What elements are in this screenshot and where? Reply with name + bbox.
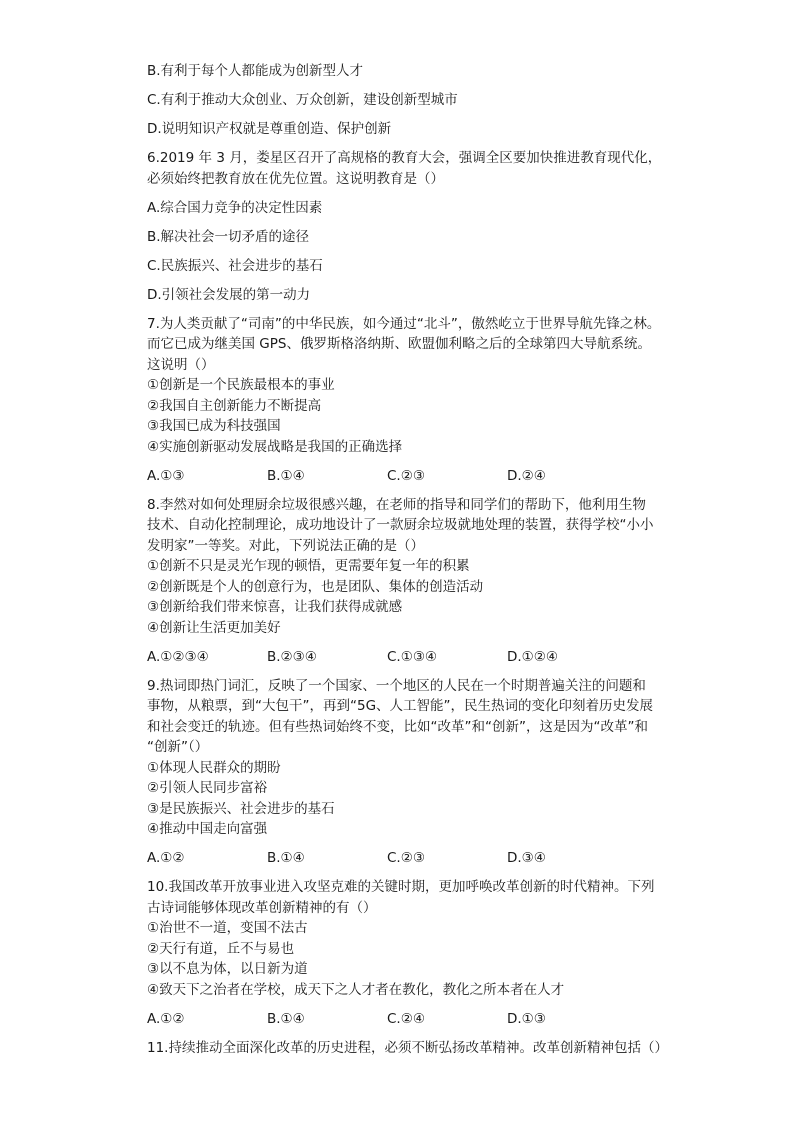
option-line: C.民族振兴、社会进步的基石 bbox=[147, 257, 323, 274]
question-8-stem: 技术、自动化控制理论，成功地设计了一款厨余垃圾就地处理的装置，获得学校“小小 bbox=[147, 517, 654, 533]
choice-b: B.①④ bbox=[267, 850, 305, 866]
question-10-stem: 古诗词能够体现改革创新精神的有（） bbox=[147, 899, 377, 916]
answer-choices-row bbox=[147, 1009, 695, 1030]
statement-item: ②创新既是个人的创意行为，也是团队、集体的创造活动 bbox=[147, 578, 484, 595]
choice-d: D.②④ bbox=[507, 467, 546, 484]
statement-item: ②引领人民同步富裕 bbox=[147, 780, 268, 796]
statement-item: ④创新让生活更加美好 bbox=[147, 619, 281, 636]
choice-a: A.①② bbox=[147, 1010, 185, 1027]
choice-a: A.①③ bbox=[147, 467, 185, 484]
question-9-stem: 事物，从粮票，到“大包干”，再到“5G、人工智能”，民生热词的变化印刻着历史发展 bbox=[147, 698, 654, 714]
statement-item: ①治世不一道，变国不法古 bbox=[147, 920, 308, 936]
choice-b: B.②③④ bbox=[267, 648, 317, 665]
statement-item: ②我国自主创新能力不断提高 bbox=[147, 397, 322, 414]
choice-b: B.①④ bbox=[267, 467, 305, 484]
choice-d: D.①③ bbox=[507, 1010, 546, 1027]
question-7-stem: 这说明（） bbox=[147, 356, 215, 373]
option-line: B.解决社会一切矛盾的途径 bbox=[147, 228, 310, 245]
question-6-stem: 必须始终把教育放在优先位置。这说明教育是（） bbox=[147, 170, 444, 187]
answer-choices-row bbox=[147, 848, 695, 869]
question-11-stem: 11.持续推动全面深化改革的历史进程，必须不断弘扬改革精神。改革创新精神包括（） bbox=[147, 1039, 668, 1056]
question-9-stem: 9.热词即热门词汇，反映了一个国家、一个地区的人民在一个时期普遍关注的问题和 bbox=[147, 677, 646, 694]
choice-a: A.①②③④ bbox=[147, 648, 209, 665]
choice-a: A.①② bbox=[147, 850, 185, 866]
answer-choices-row bbox=[147, 647, 695, 668]
question-10-stem: 10.我国改革开放事业进入攻坚克难的关键时期，更加呼唤改革创新的时代精神。下列 bbox=[147, 879, 655, 895]
choice-d: D.③④ bbox=[507, 850, 546, 866]
choice-c: C.②③ bbox=[387, 467, 425, 484]
option-line: D.说明知识产权就是尊重创造、保护创新 bbox=[147, 121, 392, 137]
choice-c: C.②④ bbox=[387, 1010, 425, 1027]
question-content bbox=[147, 61, 695, 1058]
choice-c: C.②③ bbox=[387, 850, 425, 866]
choice-d: D.①②④ bbox=[507, 648, 558, 665]
answer-choices-row bbox=[147, 466, 695, 487]
statement-item: ④推动中国走向富强 bbox=[147, 821, 268, 837]
statement-item: ③是民族振兴、社会进步的基石 bbox=[147, 800, 335, 817]
statement-item: ②天行有道，丘不与易也 bbox=[147, 940, 295, 957]
question-9-stem: 和社会变迁的轨迹。但有些热词始终不变，比如“改革”和“创新”，这是因为“改革”和 bbox=[147, 718, 648, 735]
question-7-stem: 7.为人类贡献了“司南”的中华民族，如今通过“北斗”，傲然屹立于世界导航先锋之林。 bbox=[147, 315, 661, 332]
statement-item: ③我国已成为科技强国 bbox=[147, 418, 281, 434]
question-7-stem: 而它已成为继美国 GPS、俄罗斯格洛纳斯、欧盟伽利略之后的全球第四大导航系统。 bbox=[147, 336, 651, 352]
statement-item: ①体现人民群众的期盼 bbox=[147, 759, 281, 776]
statement-item: ①创新是一个民族最根本的事业 bbox=[147, 377, 335, 393]
statement-item: ①创新不只是灵光乍现的顿悟，更需要年复一年的积累 bbox=[147, 558, 470, 574]
question-9-stem: “创新”（） bbox=[147, 739, 209, 755]
option-line: D.引领社会发展的第一动力 bbox=[147, 286, 311, 303]
statement-item: ③创新给我们带来惊喜，让我们获得成就感 bbox=[147, 599, 403, 615]
choice-b: B.①④ bbox=[267, 1010, 305, 1027]
question-6-stem: 6.2019 年 3 月，娄星区召开了高规格的教育大会，强调全区要加快推进教育现代化， bbox=[147, 150, 662, 166]
option-line: B.有利于每个人都能成为创新型人才 bbox=[147, 63, 364, 79]
option-line: A.综合国力竞争的决定性因素 bbox=[147, 199, 323, 216]
question-8-stem: 8.李然对如何处理厨余垃圾很感兴趣，在老师的指导和同学们的帮助下，他利用生物 bbox=[147, 496, 646, 513]
statement-item: ④致天下之治者在学校，成天下之人才者在教化，教化之所本者在人才 bbox=[147, 981, 565, 998]
question-8-stem: 发明家”一等奖。对此，下列说法正确的是（） bbox=[147, 537, 424, 554]
statement-item: ③以不息为体，以日新为道 bbox=[147, 961, 308, 977]
choice-c: C.①③④ bbox=[387, 648, 438, 665]
option-line: C.有利于推动大众创业、万众创新，建设创新型城市 bbox=[147, 92, 458, 108]
statement-item: ④实施创新驱动发展战略是我国的正确选择 bbox=[147, 438, 403, 455]
